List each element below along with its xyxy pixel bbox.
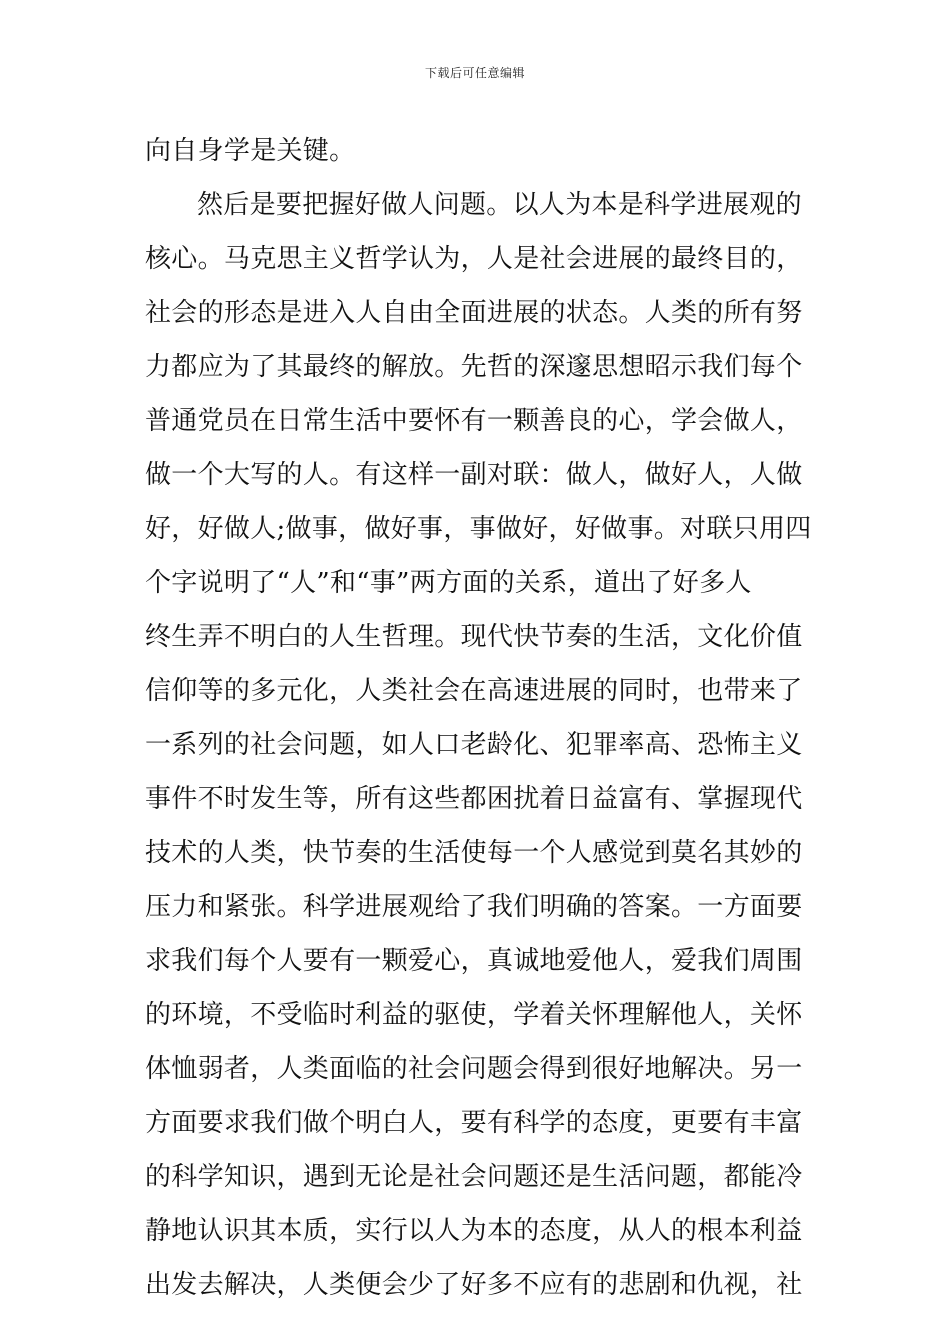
text-line: 终生弄不明白的人生哲理。现代快节奏的生活，文化价值: [145, 622, 803, 652]
text-line: 求我们每个人要有一颗爱心，真诚地爱他人，爱我们周围: [145, 946, 803, 976]
text-line: 体恤弱者，人类面临的社会问题会得到很好地解决。另一: [145, 1054, 803, 1084]
text-line: 力都应为了其最终的解放。先哲的深邃思想昭示我们每个: [145, 352, 803, 382]
text-line: 技术的人类，快节奏的生活使每一个人感觉到莫名其妙的: [145, 838, 803, 868]
text-line: 好，好做人;做事，做好事，事做好，好做事。对联只用四: [145, 514, 812, 544]
text-line: 方面要求我们做个明白人，要有科学的态度，更要有丰富: [145, 1108, 803, 1138]
text-line: 的科学知识，遇到无论是社会问题还是生活问题，都能冷: [145, 1162, 803, 1192]
text-line: 压力和紧张。科学进展观给了我们明确的答案。一方面要: [145, 892, 803, 922]
document-body: [145, 124, 810, 1312]
text-line: 静地认识其本质，实行以人为本的态度，从人的根本利益: [145, 1216, 803, 1246]
text-line: 普通党员在日常生活中要怀有一颗善良的心，学会做人，: [145, 406, 803, 436]
text-line: 的环境，不受临时利益的驱使，学着关怀理解他人，关怀: [145, 1000, 803, 1030]
text-line-paragraph-start: 然后是要把握好做人问题。以人为本是科学进展观的: [197, 190, 802, 220]
text-line: 信仰等的多元化，人类社会在高速进展的同时，也带来了: [145, 676, 803, 706]
text-line: 出发去解决，人类便会少了好多不应有的悲剧和仇视，社: [145, 1270, 803, 1300]
text-line: 事件不时发生等，所有这些都困扰着日益富有、掌握现代: [145, 784, 803, 814]
text-line: 一系列的社会问题，如人口老龄化、犯罪率高、恐怖主义: [145, 730, 803, 760]
text-line: 做一个大写的人。有这样一副对联：做人，做好人，人做: [145, 460, 803, 490]
page-header: 下载后可任意编辑: [424, 66, 525, 80]
text-line: 向自身学是关键。: [145, 136, 356, 166]
text-line: 核心。马克思主义哲学认为，人是社会进展的最终目的，: [145, 244, 803, 274]
text-line: 个字说明了“人”和“事”两方面的关系，道出了好多人: [145, 568, 752, 598]
text-line: 社会的形态是进入人自由全面进展的状态。人类的所有努: [145, 298, 803, 328]
